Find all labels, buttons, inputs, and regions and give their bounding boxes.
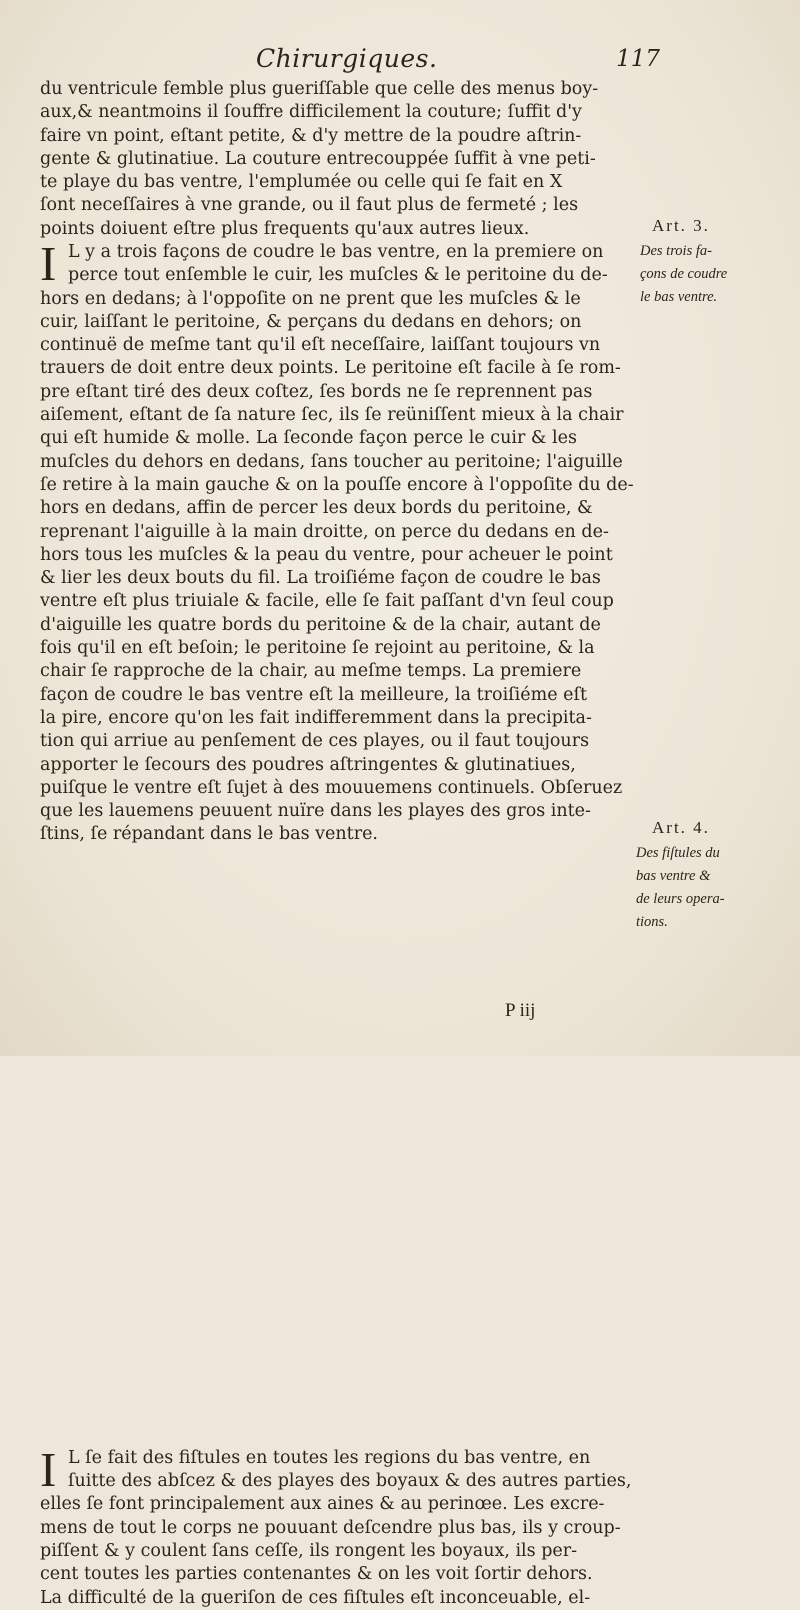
text-line: ſe retire à la main gauche & on la pouſſe encore à l'oppoſite du de- — [40, 474, 634, 495]
text-line: que les lauemens peuuent nuïre dans les playes des gros inte- — [40, 801, 591, 822]
text-line: aiſement, eſtant de ſa nature ſec, ils ſe reüniſſent mieux à la chair — [40, 405, 624, 426]
text-line: La difficulté de la gueriſon de ces fiſtules eſt inconceuable, el- — [40, 1587, 591, 1608]
text-line: perce tout enſemble le cuir, les muſcles & le peritoine du de- — [68, 265, 608, 286]
text-line: ſuitte des abſcez & des playes des boyaux & des autres parties, — [68, 1471, 632, 1492]
text-line: hors en dedans; à l'oppoſite on ne prent que les muſcles & le — [40, 288, 581, 309]
text-line: te playe du bas ventre, l'emplumée ou celle qui ſe fait en X — [40, 172, 563, 193]
article-4-label: Art. 4. — [652, 818, 710, 837]
margin-note-line: le bas ventre. — [640, 289, 718, 305]
text-line: trauers de doit entre deux points. Le peritoine eſt facile à ſe rom- — [40, 358, 621, 379]
text-line: chair ſe rapproche de la chair, au meſme temps. La premiere — [40, 661, 582, 682]
text-line: ventre eſt plus triuiale & facile, elle ſe fait paſſant d'vn ſeul coup — [40, 591, 614, 612]
margin-note-line: tions. — [636, 914, 668, 930]
text-line: du ventricule femble plus gueriſſable que celle des menus boy- — [40, 79, 599, 99]
margin-note-line: çons de coudre — [640, 266, 728, 282]
article-3-label: Art. 3. — [652, 216, 710, 235]
text-line: mens de tout le corps ne pouuant deſcendre plus bas, ils y croup- — [40, 1517, 621, 1538]
text-line: muſcles du dehors en dedans, ſans toucher au peritoine; l'aiguille — [40, 451, 623, 472]
text-line: puiſque le ventre eſt ſujet à des mouuemens continuels. Obſeruez — [40, 777, 623, 798]
text-line: gente & glutinatiue. La couture entrecouppée ſuffit à vne peti- — [40, 148, 596, 169]
text-line: cent toutes les parties contenantes & on les voit ſortir dehors. — [40, 1564, 593, 1585]
text-line: cuir, laiſſant le peritoine, & perçans du dedans en dehors; on — [40, 311, 582, 332]
drop-cap: I — [40, 1441, 57, 1497]
text-line: elles ſe font principalement aux aines & au perinœe. Les excre- — [40, 1494, 605, 1515]
article-4-margin-note — [636, 842, 766, 934]
text-line: points doiuent eſtre plus frequents qu'aux autres lieux. — [40, 218, 530, 239]
text-line: & lier les deux bouts du fil. La troiſiéme façon de coudre le bas — [40, 568, 601, 589]
margin-note-line: Des fiſtules du — [636, 845, 720, 861]
text-line: reprenant l'aiguille à la main droitte, on perce du dedans en de- — [40, 521, 609, 542]
article-4-paragraph — [40, 1441, 636, 1610]
text-line: la pire, encore qu'on les fait indifferemment dans la precipita- — [40, 707, 592, 728]
text-line: apporter le ſecours des poudres aſtringentes & glutinatiues, — [40, 754, 576, 775]
text-line: qui eſt humide & molle. La ſeconde façon perce le cuir & les — [40, 428, 577, 449]
margin-note-line: bas ventre & — [636, 868, 711, 884]
text-line: façon de coudre le bas ventre eſt la meilleure, la troiſiéme eſt — [40, 684, 587, 705]
page-number: 117 — [616, 46, 660, 72]
signature-mark: P iij — [505, 1000, 536, 1021]
running-head: Chirurgiques. — [256, 44, 438, 73]
text-line: d'aiguille les quatre bords du peritoine & de la chair, autant de — [40, 614, 601, 635]
margin-note-line: de leurs opera- — [636, 891, 725, 907]
text-line: ſtins, ſe répandant dans le bas ventre. — [40, 824, 378, 845]
text-line: aux,& neantmoins il ſouffre difficilement la couture; ſuffit d'y — [40, 102, 582, 123]
page-header — [40, 44, 660, 80]
text-line: faire vn point, eſtant petite, & d'y mettre de la poudre aſtrin- — [40, 125, 582, 146]
text-line: hors en dedans, affin de percer les deux bords du peritoine, & — [40, 498, 593, 519]
text-line: L ſe fait des fiſtules en toutes les regions du bas ventre, en — [68, 1447, 591, 1468]
text-line: continuë de meſme tant qu'il eſt neceſſaire, laiſſant toujours vn — [40, 335, 601, 356]
article-3-paragraph — [40, 236, 636, 847]
text-line: hors tous les muſcles & la peau du ventre, pour acheuer le point — [40, 544, 613, 565]
article-3-margin-note — [640, 240, 770, 309]
text-line: L y a trois façons de coudre le bas ventre, en la premiere on — [68, 242, 604, 262]
margin-note-line: Des trois fa- — [640, 243, 712, 259]
text-line: fois qu'il en eſt beſoin; le peritoine ſe rejoint au peritoine, & la — [40, 638, 595, 659]
text-line: tion qui arriue au penſement de ces playes, ou il faut toujours — [40, 731, 590, 752]
drop-cap: I — [40, 236, 57, 291]
text-line: pre eſtant tiré des deux coſtez, ſes bords ne ſe reprennent pas — [40, 381, 593, 402]
text-line: ſont neceſſaires à vne grande, ou il faut plus de fermeté ; les — [40, 195, 579, 216]
paragraph-continuation — [40, 78, 636, 241]
text-line: piſſent & y coulent ſans ceſſe, ils rongent les boyaux, ils per- — [40, 1540, 578, 1561]
